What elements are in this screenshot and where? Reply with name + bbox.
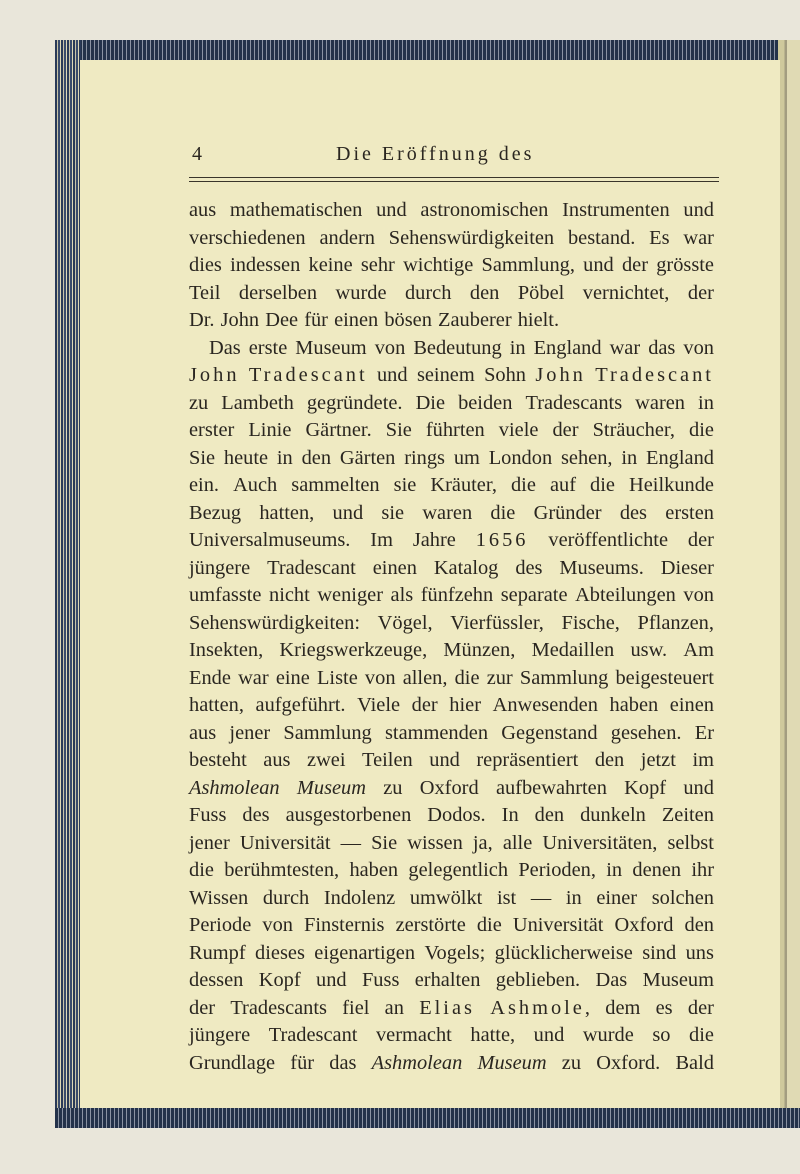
word: einen <box>372 556 417 579</box>
word: Das <box>209 336 241 359</box>
page-number: 4 <box>192 143 202 165</box>
word: Universität <box>512 914 604 936</box>
word: glücklicherweise <box>494 941 633 964</box>
word: der <box>687 996 714 1019</box>
text-line <box>189 995 714 1023</box>
cover-binding-top <box>55 40 800 62</box>
word: Elias <box>419 996 475 1019</box>
word: auf <box>549 474 576 496</box>
word: selbst <box>667 831 714 854</box>
word: Ende <box>189 666 231 689</box>
word: Pöbel <box>517 281 565 304</box>
word: erster <box>189 419 235 441</box>
word: vernichtet, <box>582 281 670 304</box>
word: und <box>376 199 407 221</box>
word: ein. <box>189 474 220 496</box>
word: In <box>501 804 519 826</box>
word: wurde <box>335 281 387 304</box>
word: dunkeln <box>580 804 646 826</box>
word: wissen <box>407 831 463 854</box>
word: nicht <box>269 584 310 606</box>
word: Bezug <box>189 501 242 524</box>
word: Dieser <box>660 556 714 579</box>
word: stammenden <box>384 721 489 744</box>
word: der <box>189 996 216 1019</box>
word: Im <box>370 529 393 551</box>
word: war <box>238 666 269 689</box>
word: die <box>189 859 214 881</box>
word: der <box>552 419 579 441</box>
text-line <box>189 747 714 775</box>
word: Museum <box>296 776 366 799</box>
word: verschiedenen <box>189 226 306 249</box>
word: viele <box>498 419 539 441</box>
word: und <box>332 501 364 524</box>
cover-binding-bottom <box>55 1108 800 1128</box>
word: Wissen <box>189 886 249 909</box>
word: Heilkunde <box>629 474 714 496</box>
word: den <box>684 914 714 936</box>
word: so <box>652 1024 671 1046</box>
word: wurde <box>582 1024 634 1046</box>
word: Periode <box>189 914 252 936</box>
word: veröffentlichte <box>548 529 669 551</box>
word: Oxford <box>419 776 479 799</box>
word: Museum <box>295 336 367 359</box>
word: separate <box>500 584 568 606</box>
word: Gegenstand <box>501 721 598 744</box>
word: keine <box>308 254 353 276</box>
text-line <box>189 610 714 638</box>
text-line <box>189 857 714 885</box>
word: Sehenswürdigkeiten: <box>189 611 361 634</box>
word: zur <box>486 666 513 689</box>
word: Fuss <box>361 969 400 991</box>
word: ersten <box>665 501 714 524</box>
word: Vögel, <box>377 611 433 634</box>
word: sehen, <box>560 446 613 469</box>
word: einen <box>669 694 714 716</box>
word: für <box>304 309 328 331</box>
word: jüngere <box>189 1024 251 1046</box>
word: in <box>565 886 582 909</box>
word: England <box>646 446 714 469</box>
word: Museums. <box>559 556 644 579</box>
text-line <box>189 307 714 335</box>
word: Zauberer <box>438 309 512 331</box>
word: Am <box>683 639 714 661</box>
word: Universalmuseums. <box>189 529 351 551</box>
page-edge-right <box>778 40 800 1128</box>
word: hatte, <box>470 1024 516 1046</box>
word: und <box>376 364 408 386</box>
word: Vogels; <box>424 941 486 964</box>
text-line <box>189 280 714 308</box>
word: Rumpf <box>189 941 246 964</box>
word: seinem <box>416 364 475 386</box>
word: als <box>390 584 414 606</box>
word: umfasste <box>189 584 262 606</box>
word: waren <box>422 501 473 524</box>
word: Lambeth <box>221 391 294 414</box>
word: Tradescants <box>525 391 623 414</box>
header-rule-lower <box>189 181 719 182</box>
word: Dr. <box>189 309 215 331</box>
word: dieses <box>255 941 305 964</box>
word: Insekten, <box>189 639 264 661</box>
word: astronomischen <box>420 199 549 221</box>
word: Kriegswerkzeuge, <box>279 639 428 661</box>
word: Kräuter, <box>430 474 497 496</box>
word: jener <box>189 831 230 854</box>
word: ihr <box>691 859 714 881</box>
word: führten <box>425 419 485 441</box>
word: Grundlage <box>189 1051 276 1074</box>
text-line <box>189 1050 714 1078</box>
text-line <box>189 940 714 968</box>
word: sehr <box>360 254 395 276</box>
word: Dee <box>265 309 299 331</box>
word: Sohn <box>484 364 526 386</box>
word: erste <box>248 336 288 359</box>
word: war <box>609 336 641 359</box>
text-line <box>189 252 714 280</box>
word: zu <box>189 391 209 414</box>
word: — <box>340 831 361 854</box>
word: und <box>533 1024 565 1046</box>
word: ausgestorbenen <box>285 804 412 826</box>
text-line <box>189 637 714 665</box>
word: solchen <box>651 886 714 909</box>
text-line <box>189 225 714 253</box>
text-line <box>189 445 714 473</box>
word: des <box>619 501 647 524</box>
word: heute <box>223 446 269 469</box>
word: um <box>453 446 480 469</box>
word: fünfzehn <box>420 584 494 606</box>
text-line <box>189 527 714 555</box>
word: wichtige <box>403 254 474 276</box>
text-line <box>189 885 714 913</box>
word: zwei <box>307 749 346 771</box>
word: den <box>534 804 565 826</box>
word: eine <box>275 666 310 689</box>
page-edge-left <box>55 40 81 1128</box>
word: ist <box>496 886 517 909</box>
word: durch <box>262 886 310 909</box>
word: es <box>655 996 673 1019</box>
word: der <box>411 694 438 716</box>
word: alle <box>502 831 533 854</box>
word: Die <box>415 391 446 414</box>
word: Fuss <box>189 804 227 826</box>
word: Tradescants <box>230 996 327 1019</box>
text-line <box>189 830 714 858</box>
word: den <box>594 749 625 771</box>
word: hatten, <box>189 694 244 716</box>
word: umwölkt <box>409 886 483 909</box>
word: derselben <box>238 281 318 304</box>
word: die <box>590 474 615 496</box>
text-line <box>189 967 714 995</box>
word: Vierfüssler, <box>450 611 544 634</box>
word: aufbewahrten <box>495 776 607 799</box>
word: der <box>687 281 714 304</box>
word: sind <box>642 941 677 964</box>
word: einen <box>334 309 379 331</box>
word: des <box>515 556 543 579</box>
word: erhalten <box>414 969 481 991</box>
word: vermacht <box>375 1024 452 1046</box>
word: aus <box>189 199 217 221</box>
word: Sie <box>371 831 398 854</box>
word: Oxford. <box>596 1051 661 1074</box>
word: Viele <box>357 694 401 716</box>
word: sie <box>393 474 417 496</box>
text-line <box>189 197 714 225</box>
word: Jahre <box>412 529 456 551</box>
word: von <box>683 336 714 359</box>
text-line <box>189 582 714 610</box>
word: sammelten <box>291 474 380 496</box>
word: Teilen <box>362 749 413 771</box>
word: 1656 <box>475 529 529 551</box>
word: durch <box>404 281 452 304</box>
running-title: Die Eröffnung des <box>336 143 535 165</box>
word: von <box>262 914 293 936</box>
word: usw. <box>630 639 668 661</box>
word: Tradescant <box>248 364 368 386</box>
word: Pflanzen, <box>637 611 714 634</box>
word: im <box>692 749 714 771</box>
word: Gärten <box>339 446 396 469</box>
word: zerstörte <box>395 914 466 936</box>
word: sie <box>381 501 405 524</box>
word: war <box>683 226 714 249</box>
text-line <box>189 555 714 583</box>
word: jetzt <box>640 749 676 771</box>
text-line <box>189 665 714 693</box>
word: hier <box>449 694 481 716</box>
word: Sie <box>385 419 412 441</box>
word: die <box>476 914 502 936</box>
word: die <box>689 419 714 441</box>
word: Instrumenten <box>562 199 670 221</box>
word: die <box>689 1024 714 1046</box>
word: Ashmole, <box>490 996 590 1019</box>
word: Anwesenden <box>492 694 598 716</box>
word: Universitäten, <box>542 831 658 854</box>
word: John <box>189 364 240 386</box>
word: Museum <box>477 1051 547 1074</box>
word: waren <box>635 391 685 414</box>
word: eigenartigen <box>314 941 416 964</box>
word: in <box>606 859 623 881</box>
word: rings <box>404 446 445 469</box>
word: John <box>535 364 586 386</box>
word: mathematischen <box>229 199 363 221</box>
word: geblieben. <box>495 969 581 991</box>
word: Fische, <box>561 611 620 634</box>
word: indessen <box>230 254 301 276</box>
word: gelegentlich <box>408 859 509 881</box>
word: für <box>290 1051 315 1074</box>
word: andern <box>319 226 375 249</box>
word: Sammlung <box>519 666 609 689</box>
word: England <box>533 336 602 359</box>
word: dies <box>189 254 222 276</box>
word: der <box>687 529 714 551</box>
word: den <box>301 446 332 469</box>
word: Bedeutung <box>413 336 502 359</box>
word: haben <box>609 694 659 716</box>
word: beigesteuert <box>615 666 714 689</box>
word: bösen <box>384 309 432 331</box>
word: Oxford <box>614 914 674 936</box>
text-line <box>189 390 714 418</box>
word: Teil <box>189 281 221 304</box>
word: Universität <box>239 831 331 854</box>
text-line <box>189 775 714 803</box>
text-line <box>189 417 714 445</box>
word: Indolenz <box>323 886 396 909</box>
text-line <box>189 692 714 720</box>
word: Münzen, <box>443 639 516 661</box>
word: aus <box>263 749 291 771</box>
text-line <box>189 1022 714 1050</box>
word: Dodos. <box>427 804 486 826</box>
word: und <box>583 254 614 276</box>
word: berühmtesten, <box>224 859 340 881</box>
word: denen <box>632 859 682 881</box>
word: Katalog <box>433 556 499 579</box>
word: Linie <box>248 419 292 441</box>
word: Museum <box>642 969 714 991</box>
text-line <box>189 500 714 528</box>
text-line <box>189 912 714 940</box>
word: Auch <box>233 474 278 496</box>
word: dessen <box>189 969 244 991</box>
word: uns <box>685 941 714 964</box>
word: die <box>454 666 480 689</box>
word: fiel <box>342 996 370 1019</box>
word: einer <box>596 886 638 909</box>
word: Das <box>595 969 628 991</box>
word: Ashmolean <box>371 1051 463 1074</box>
word: Finsternis <box>304 914 385 936</box>
word: Es <box>649 226 670 249</box>
word: Sehenswürdigkeiten <box>388 226 555 249</box>
word: und <box>429 749 460 771</box>
word: Gründer <box>533 501 602 524</box>
word: Bald <box>675 1051 714 1074</box>
word: an <box>384 996 404 1019</box>
word: repräsentiert <box>476 749 579 771</box>
word: den <box>469 281 500 304</box>
body-text <box>189 197 714 1077</box>
word: Perioden, <box>518 859 596 881</box>
word: jüngere <box>189 556 251 579</box>
word: und <box>683 199 714 221</box>
word: beiden <box>458 391 513 414</box>
word: Sammlung, <box>481 254 575 276</box>
word: weniger <box>317 584 384 606</box>
word: zu <box>383 776 403 799</box>
word: aus <box>189 721 217 744</box>
word: von <box>683 584 714 606</box>
word: allen, <box>402 666 448 689</box>
word: und <box>316 969 347 991</box>
word: besteht <box>189 749 247 771</box>
word: in <box>698 391 714 414</box>
word: Gärtner. <box>305 419 372 441</box>
word: — <box>530 886 552 909</box>
word: hatten, <box>259 501 315 524</box>
word: Sträucher, <box>592 419 675 441</box>
word: Tradescant <box>595 364 714 386</box>
word: in <box>621 446 638 469</box>
word: Liste <box>316 666 358 689</box>
word: gegründete. <box>306 391 403 414</box>
word: Sie <box>189 446 216 469</box>
word: London <box>488 446 553 469</box>
word: Medaillen <box>531 639 615 661</box>
word: haben <box>349 859 399 881</box>
word: dem <box>605 996 641 1019</box>
text-line <box>189 335 714 363</box>
word: das <box>648 336 676 359</box>
word: Tradescant <box>267 556 356 579</box>
word: die <box>510 474 536 496</box>
word: Ashmolean <box>189 776 280 799</box>
word: in <box>276 446 293 469</box>
word: Kopf <box>258 969 301 991</box>
word: aufgeführt. <box>255 694 346 716</box>
word: Kopf <box>624 776 667 799</box>
word: das <box>329 1051 357 1074</box>
word: zu <box>561 1051 582 1074</box>
word: in <box>509 336 526 359</box>
text-line <box>189 362 714 390</box>
text-line <box>189 472 714 500</box>
word: ja, <box>472 831 493 854</box>
word: grösste <box>656 254 714 276</box>
word: von <box>374 336 406 359</box>
word: Sammlung <box>283 721 372 744</box>
word: Zeiten <box>661 804 714 826</box>
word: und <box>683 776 714 799</box>
word: Tradescant <box>268 1024 358 1046</box>
word: von <box>364 666 396 689</box>
word: jener <box>229 721 271 744</box>
word: bestand. <box>567 226 636 249</box>
word: Abteilungen <box>575 584 676 606</box>
word: gesehen. <box>610 721 682 744</box>
text-line <box>189 720 714 748</box>
word: John <box>220 309 260 331</box>
word: des <box>242 804 270 826</box>
header-rule-upper <box>189 177 719 178</box>
word: der <box>621 254 648 276</box>
word: hielt. <box>517 309 560 331</box>
word: Er <box>694 721 714 744</box>
text-line <box>189 802 714 830</box>
page-header <box>104 143 724 173</box>
word: die <box>490 501 516 524</box>
